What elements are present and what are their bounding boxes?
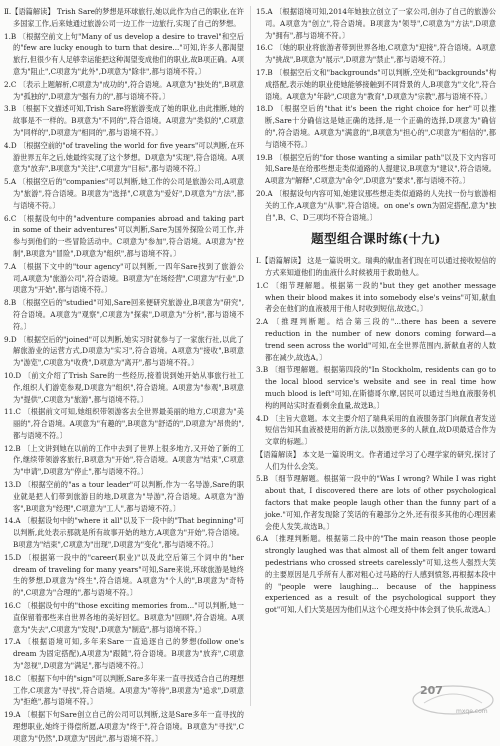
section-title: 题型组合课时练(十九) xyxy=(311,231,441,247)
page-number: 207 xyxy=(420,684,443,697)
left-item: 2.C 〔表示上题解析,C项意为"成功的",符合语境。A项意为"独处的",B项意为"孤独的",D项意为"强有力的",都与语境不符。〕 xyxy=(4,79,244,101)
column-divider xyxy=(250,6,251,706)
right-item: 1.C 〔细节理解题。根据第一段的"but they get another message when their blood makes it into somebody else's veins"可知,献血者会在他们的血液被用于他人时收到短信,故选C。〕 xyxy=(256,280,496,314)
left-item: 9.D 〔根据空后的"joined"可以判断,她实习时就参与了一家旅行社,以此了解旅游业的运营方式,D项意为"实习",符合语境。A项意为"接收",B项意为"游览",C项意为"收费",D项意为"离开",都与语境不符。〕 xyxy=(4,334,244,368)
left-item: 4.D 〔根据空前的"of traveling the world for five years"可以判断,在环游世界五年之后,她最终实现了这个梦想。D项意为"实现",符合语境。A项意为"放弃",B项意为"关注",C项意为"目标",都与语境不符。〕 xyxy=(4,140,244,174)
left-column xyxy=(4,6,244,746)
left-item: Ⅱ.【语篇解读】 Trish Sare的梦想是环球旅行,她以此作为自己的职业,在许多国家工作,后来她通过旅游公司一边工作一边旅行,实现了自己的梦想。 xyxy=(4,7,244,28)
left-item: 3.B 〔根据下文描述可知,Trish Sare将旅游变成了她的职业,由此推断,她的故事是不一样的。B项意为"不同的",符合语境。A项意为"类似的",C项意为"同样的",D项意为"相同的",都与语境不符。〕 xyxy=(4,104,244,137)
right-item: 6.A 〔推理判断题。根据第二段中的"The main reason those people strongly laughed was that almost all of them felt anger toward pedestrians who crossed streets carelessly"可知,这些人强烈大笑的主要原因是几乎所有人都对粗心过马路的行人感到愤怒,再根据本段中的"people were laughing... because of the happiness experienced as a result of the psychological support they got"可知,人们大笑是因为他们从这个心理支持中体会到了快乐,故选A。〕 xyxy=(256,534,496,615)
left-item: 18.C 〔根据下句中的"sign"可以判断,Sare多年来一直寻找适合自己的理想工作,C项意为"寻找",符合语境。A项意为"等待",B项意为"追求",D项意为"拒绝",都与语境不符。〕 xyxy=(4,673,244,707)
left-item: 11.C 〔根据前文可知,她组织带领游客去全世界最美丽的地方,C项意为"美丽的",符合语境。A项意为"有趣的",B项意为"舒适的",D项意为"昂贵的",都与语境不符。〕 xyxy=(4,407,244,440)
left-item: 5.A 〔根据空后的"companies"可以判断,她工作的公司是旅游公司,A项意为"旅游",符合语境。B项意为"选择",C项意为"爱好",D项意为"方法",都与语境不符。〕 xyxy=(4,177,244,210)
right-item: 17.B 〔根据空后文和"backgrounds"可以判断,空处和"backgrounds"构成搭配,表示她的职业使她能够接触到不同背景的人,B项意为"文化",符合语境。A项意为"年龄",C项意为"教育",D项意为"宗教",都与语境不符。〕 xyxy=(256,67,496,101)
right-item: 5.B 〔细节理解题。根据第一段中的"Was I wrong? While I was right about that, I discovered there are lots of other psychological factors that make people laugh other than the funny part of a joke."可知,作者发现除了笑话的有趣部分之外,还有很多其他的心理因素会使人发笑,故选B。〕 xyxy=(256,474,496,531)
left-item: 13.D 〔根据空前的"as a tour leader"可以判断,作为一名导游,Sare的职业就是把人们带到旅游目的地,D项意为"导游",符合语境。A项意为"游客",B项意为"经理",C项意为"工人",都与语境不符。〕 xyxy=(4,480,244,513)
right-item: 19.B 〔根据空后的"for those wanting a similar path"以及下文内容可知,Sare是在给那些想走类似道路的人提建议,B项意为"建议",符合语境。A项意为"解释",C项意为"命令",D项意为"要求",都与语境不符。〕 xyxy=(256,152,496,186)
left-item: 8.B 〔根据空后的"studied"可知,Sare回来便研究旅游业,B项意为"研究",符合语境。A项意为"观察",C项意为"探索",D项意为"分析",都与语境不符。〕 xyxy=(4,298,244,331)
left-item: 12.B 〔上文讲到她在以前的工作中去到了世界上很多地方,又开始了新的工作,继续带领游客旅行,B项意为"开始",符合语境。A项意为"结束",C项意为"申请",D项意为"停止",都与语境不符。〕 xyxy=(4,443,244,477)
right-item: Ⅰ.【语篇解读】 这是一篇说明文。瑞典的献血者们现在可以通过接收短信的方式来知道他们的血液什么时候被用于救助他人。 xyxy=(256,256,496,277)
left-item: 7.A 〔根据下文中的"tour agency"可以判断,一四年Sare找到了旅游公司,A项意为"旅游公司",符合语境。B项意为"在场经营",C项意为"行业",D项意为"开始",都与语境不符。〕 xyxy=(4,261,244,295)
left-item: 14.A 〔根据设句中的"where it all"以及下一段中的"That beginning"可以判断,此处表示那就是所有故事开始的地方,A项意为"开始",符合语境。B项意为"结束",C项意为"出现",D项意为"变化",都与语境不符。〕 xyxy=(4,516,244,550)
right-item: 4.D 〔主旨大意题。本文主要介绍了瑞典采用的血液服务部门向献血者发送短信告知其血液被使用的新方法,以鼓励更多的人献血,故D项最适合作为文章的标题。〕 xyxy=(256,413,496,447)
right-item: 3.B 〔细节理解题。根据第四段的"In Stockholm, residents can go to the local blood service's website and see in real time how much blood is left"可知,在斯德哥尔摩,居民可以通过当地血液服务机构的网站实时查看剩余血量,故选B。〕 xyxy=(256,365,496,410)
left-item: 10.D 〔前文介绍了Trish Sare的一些经历,接着说到她开始从事旅行社工作,组织人们游览参观,D项意为"组织",符合语境。A项意为"参观",B项意为"提供",C项意为"旅游",都与语境不符。〕 xyxy=(4,370,244,404)
right-item: 2.A 〔推理判断题。结合第三段的"...there has been a severe reduction in the number of new donors coming forward—a trend seen across the world"可知,在全世界范围内,新献血者的人数都在减少,故选A。〕 xyxy=(256,317,496,362)
right-item: 20.A 〔根据设句内容可知,她建议那些想走类似道路的人先找一份与旅游相关的工作,A项意为"从事",符合语境。on one's own为固定搭配,意为"独自",B、C、D三项均不符合语境。〕 xyxy=(256,188,496,222)
left-item: 1.B 〔根据空前文上句"Many of us develop a desire to travel"和空后的"few are lucky enough to turn that desire..."可知,许多人都渴望旅行,但很少有人足够幸运能把这种渴望变成他们的职业,故B项正确。A项意为"阻止",C项意为"此外",D项意为"除非",都与语境不符。〕 xyxy=(4,31,244,76)
right-item: 16.C 〔她的职业将旅游者带到世界各地,C项意为"迎接",符合语境。A项意为"挑战",B项意为"展示",D项意为"禁止",都与语境不符。〕 xyxy=(256,43,496,65)
right-item: 18.D 〔根据空后的"that it's been the right choice for her"可以推断,Sare十分确信这是她正确的选择,是一个正确的选择,D项意为"确信的",符合语境。A项意为"满意的",B项意为"担心的",C项意为"相信的",都与语境不符。〕 xyxy=(256,104,496,149)
left-item: 15.D 〔根据第一段中的"career(职业)"以及此空后第三个词中的"her dream of traveling for many years"可知,Sare来说,环球旅游是她终生的梦想,D项意为"终生",符合语境。A项意为"个人的",B项意为"奇特的",C项意为"合理的",都与语境不符。〕 xyxy=(4,552,244,598)
left-item: 17.A 〔根据语境可知,多年来Sare一直追逐自己的梦想(follow one's dream 为固定搭配),A项意为"跟随",符合语境。B项意为"放弃",C项意为"忽视",D项意为"满足",都与语境不符。〕 xyxy=(4,637,244,671)
watermark-text: mxqe.com xyxy=(456,708,488,715)
left-item: 6.C 〔根据设句中的"adventure companies abroad and taking part in some of their adventures"可以判断,Sare为国外探险公司工作,并参与到他们的一些冒险活动中。C项意为"参加",符合语境。A项意为"控制",B项意为"冒险",D项意为"组织",都与语境不符。〕 xyxy=(4,213,244,258)
left-item: 19.A 〔根据下句Sare创立自己的公司可以判断,这是Sare多年一直寻找的理想职业,她终于得偿所愿,A项意为"终于",符合语境。B项意为"寻找",C项意为"仍然",D项意为"因此",都与语境不符。〕 xyxy=(4,710,244,743)
right-item: 【语篇解读】 本文是一篇说明文。作者通过学习了心理学家的研究,探讨了人们为什么会笑。 xyxy=(256,449,496,471)
right-item: 15.A 〔根据语境可知,2014年她独立创立了一家公司,创办了自己的旅游公司。A项意为"创立",符合语境。B项意为"领导",C项意为"方法",D项意为"拥有",都与语境不符。〕 xyxy=(256,7,496,40)
right-column xyxy=(256,6,496,617)
left-item: 16.C 〔根据设句中的"those exciting memories from..."可以判断,她一直保留着那些来自世界各地的美好回忆。B项意为"回顾",符合语境。A项意为"失去",C项意为"发现",D项意为"制造",都与语境不符。〕 xyxy=(4,601,244,634)
